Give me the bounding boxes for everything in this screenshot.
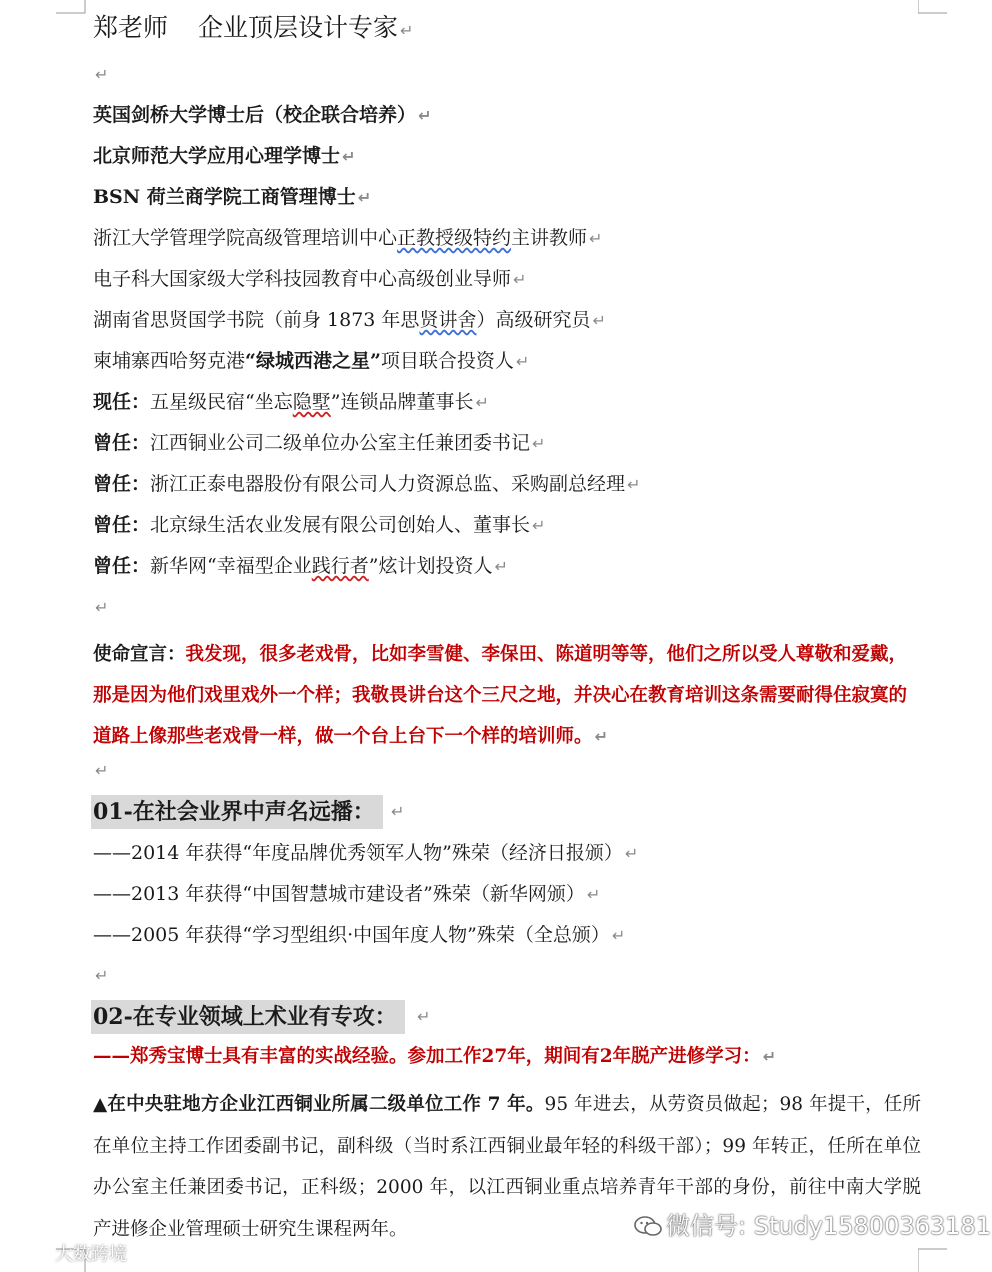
page-title: 郑老师 企业顶层设计专家 ↵ bbox=[93, 13, 414, 42]
spellcheck-mark: 隐墅 bbox=[292, 391, 331, 413]
position-line: 现任：五星级民宿“坐忘隐墅”连锁品牌董事长 ↵ bbox=[93, 391, 489, 413]
teacher-role: 企业顶层设计专家 bbox=[198, 13, 399, 42]
credential-line: 北京师范大学应用心理学博士 ↵ bbox=[93, 145, 356, 167]
position-line: 曾任：北京绿生活农业发展有限公司创始人、董事长 ↵ bbox=[93, 514, 546, 536]
empty-paragraph: ↵ bbox=[95, 65, 109, 84]
wechat-watermark: 微信号: Study15800363181 bbox=[634, 1206, 991, 1241]
role-line: 湖南省思贤国学书院（前身 1873 年思贤讲舍）高级研究员 ↵ bbox=[93, 309, 606, 331]
position-line: 曾任：江西铜业公司二级单位办公室主任兼团委书记 ↵ bbox=[93, 432, 546, 454]
crop-mark-top-right bbox=[918, 0, 948, 14]
empty-paragraph: ↵ bbox=[95, 598, 109, 617]
spellcheck-mark: 贤讲舍 bbox=[419, 309, 477, 331]
spellcheck-mark: 践行者 bbox=[311, 555, 369, 577]
investment-line: 柬埔寨西哈努克港“绿城西港之星”项目联合投资人 ↵ bbox=[93, 350, 530, 372]
mission-label: 使命宣言： bbox=[93, 644, 186, 665]
award-item: ——2013 年获得“中国智慧城市建设者”殊荣（新华网颁） ↵ bbox=[93, 883, 601, 905]
brand-watermark: 大数跨境 bbox=[8, 1240, 127, 1266]
wechat-icon bbox=[634, 1215, 662, 1237]
credential-line: 英国剑桥大学博士后（校企联合培养） ↵ bbox=[93, 104, 432, 126]
section-heading: 02-在专业领域上术业有专攻： bbox=[91, 1000, 405, 1034]
crop-mark-top-left bbox=[56, 0, 86, 14]
empty-paragraph: ↵ bbox=[95, 966, 109, 985]
experience-intro: ——郑秀宝博士具有丰富的实战经验。参加工作27年，期间有2年脱产进修学习： ↵ bbox=[93, 1046, 777, 1067]
mission-statement: 使命宣言：我发现，很多老戏骨，比如李雪健、李保田、陈道明等等，他们之所以受人尊敬和爱戴，那是因为他们戏里戏外一个样；我敬畏讲台这个三尺之地，并决心在教育培训这条需要耐得住寂寞的道路上像那些老戏骨一样，做一个台上台下一个样的培训师。 ↵ bbox=[93, 644, 908, 747]
spellcheck-mark: 正教授级特约 bbox=[397, 227, 512, 249]
position-line: 曾任：新华网“幸福型企业践行者”炫计划投资人 ↵ bbox=[93, 555, 508, 577]
crop-mark-bottom-right bbox=[918, 1248, 948, 1272]
role-line: 浙江大学管理学院高级管理培训中心正教授级特约主讲教师 ↵ bbox=[93, 227, 603, 249]
role-line: 电子科大国家级大学科技园教育中心高级创业导师 ↵ bbox=[93, 268, 527, 290]
teacher-name: 郑老师 bbox=[93, 13, 169, 42]
brand-logo-icon bbox=[8, 1243, 52, 1263]
experience-paragraph: ▲在中央驻地方企业江西铜业所属二级单位工作 7 年。95 年进去，从劳资员做起；98 年提干，任所在单位主持工作团委副书记，副科级（当时系江西铜业最年轻的科级干部）；99 年转正，任所在单位办公室主任兼团委书记，正科级；2000 年，以江西铜业重点培养青年干部的身份，前往中南大学脱产进修企业管理硕士研究生课程两年。 bbox=[93, 1094, 921, 1240]
mission-text: 我发现，很多老戏骨，比如李雪健、李保田、陈道明等等，他们之所以受人尊敬和爱戴，那是因为他们戏里戏外一个样；我敬畏讲台这个三尺之地，并决心在教育培训这条需要耐得住寂寞的道路上像那些老戏骨一样，做一个台上台下一个样的培训师。 bbox=[93, 644, 908, 747]
credential-line: BSN 荷兰商学院工商管理博士 ↵ bbox=[93, 186, 372, 208]
award-item: ——2014 年获得“年度品牌优秀领军人物”殊荣（经济日报颁） ↵ bbox=[93, 842, 639, 864]
section-heading: 01-在社会业界中声名远播： bbox=[91, 795, 383, 829]
position-line: 曾任：浙江正泰电器股份有限公司人力资源总监、采购副总经理 ↵ bbox=[93, 473, 641, 495]
award-item: ——2005 年获得“学习型组织·中国年度人物”殊荣（全总颁） ↵ bbox=[93, 924, 626, 946]
empty-paragraph: ↵ bbox=[95, 761, 109, 780]
